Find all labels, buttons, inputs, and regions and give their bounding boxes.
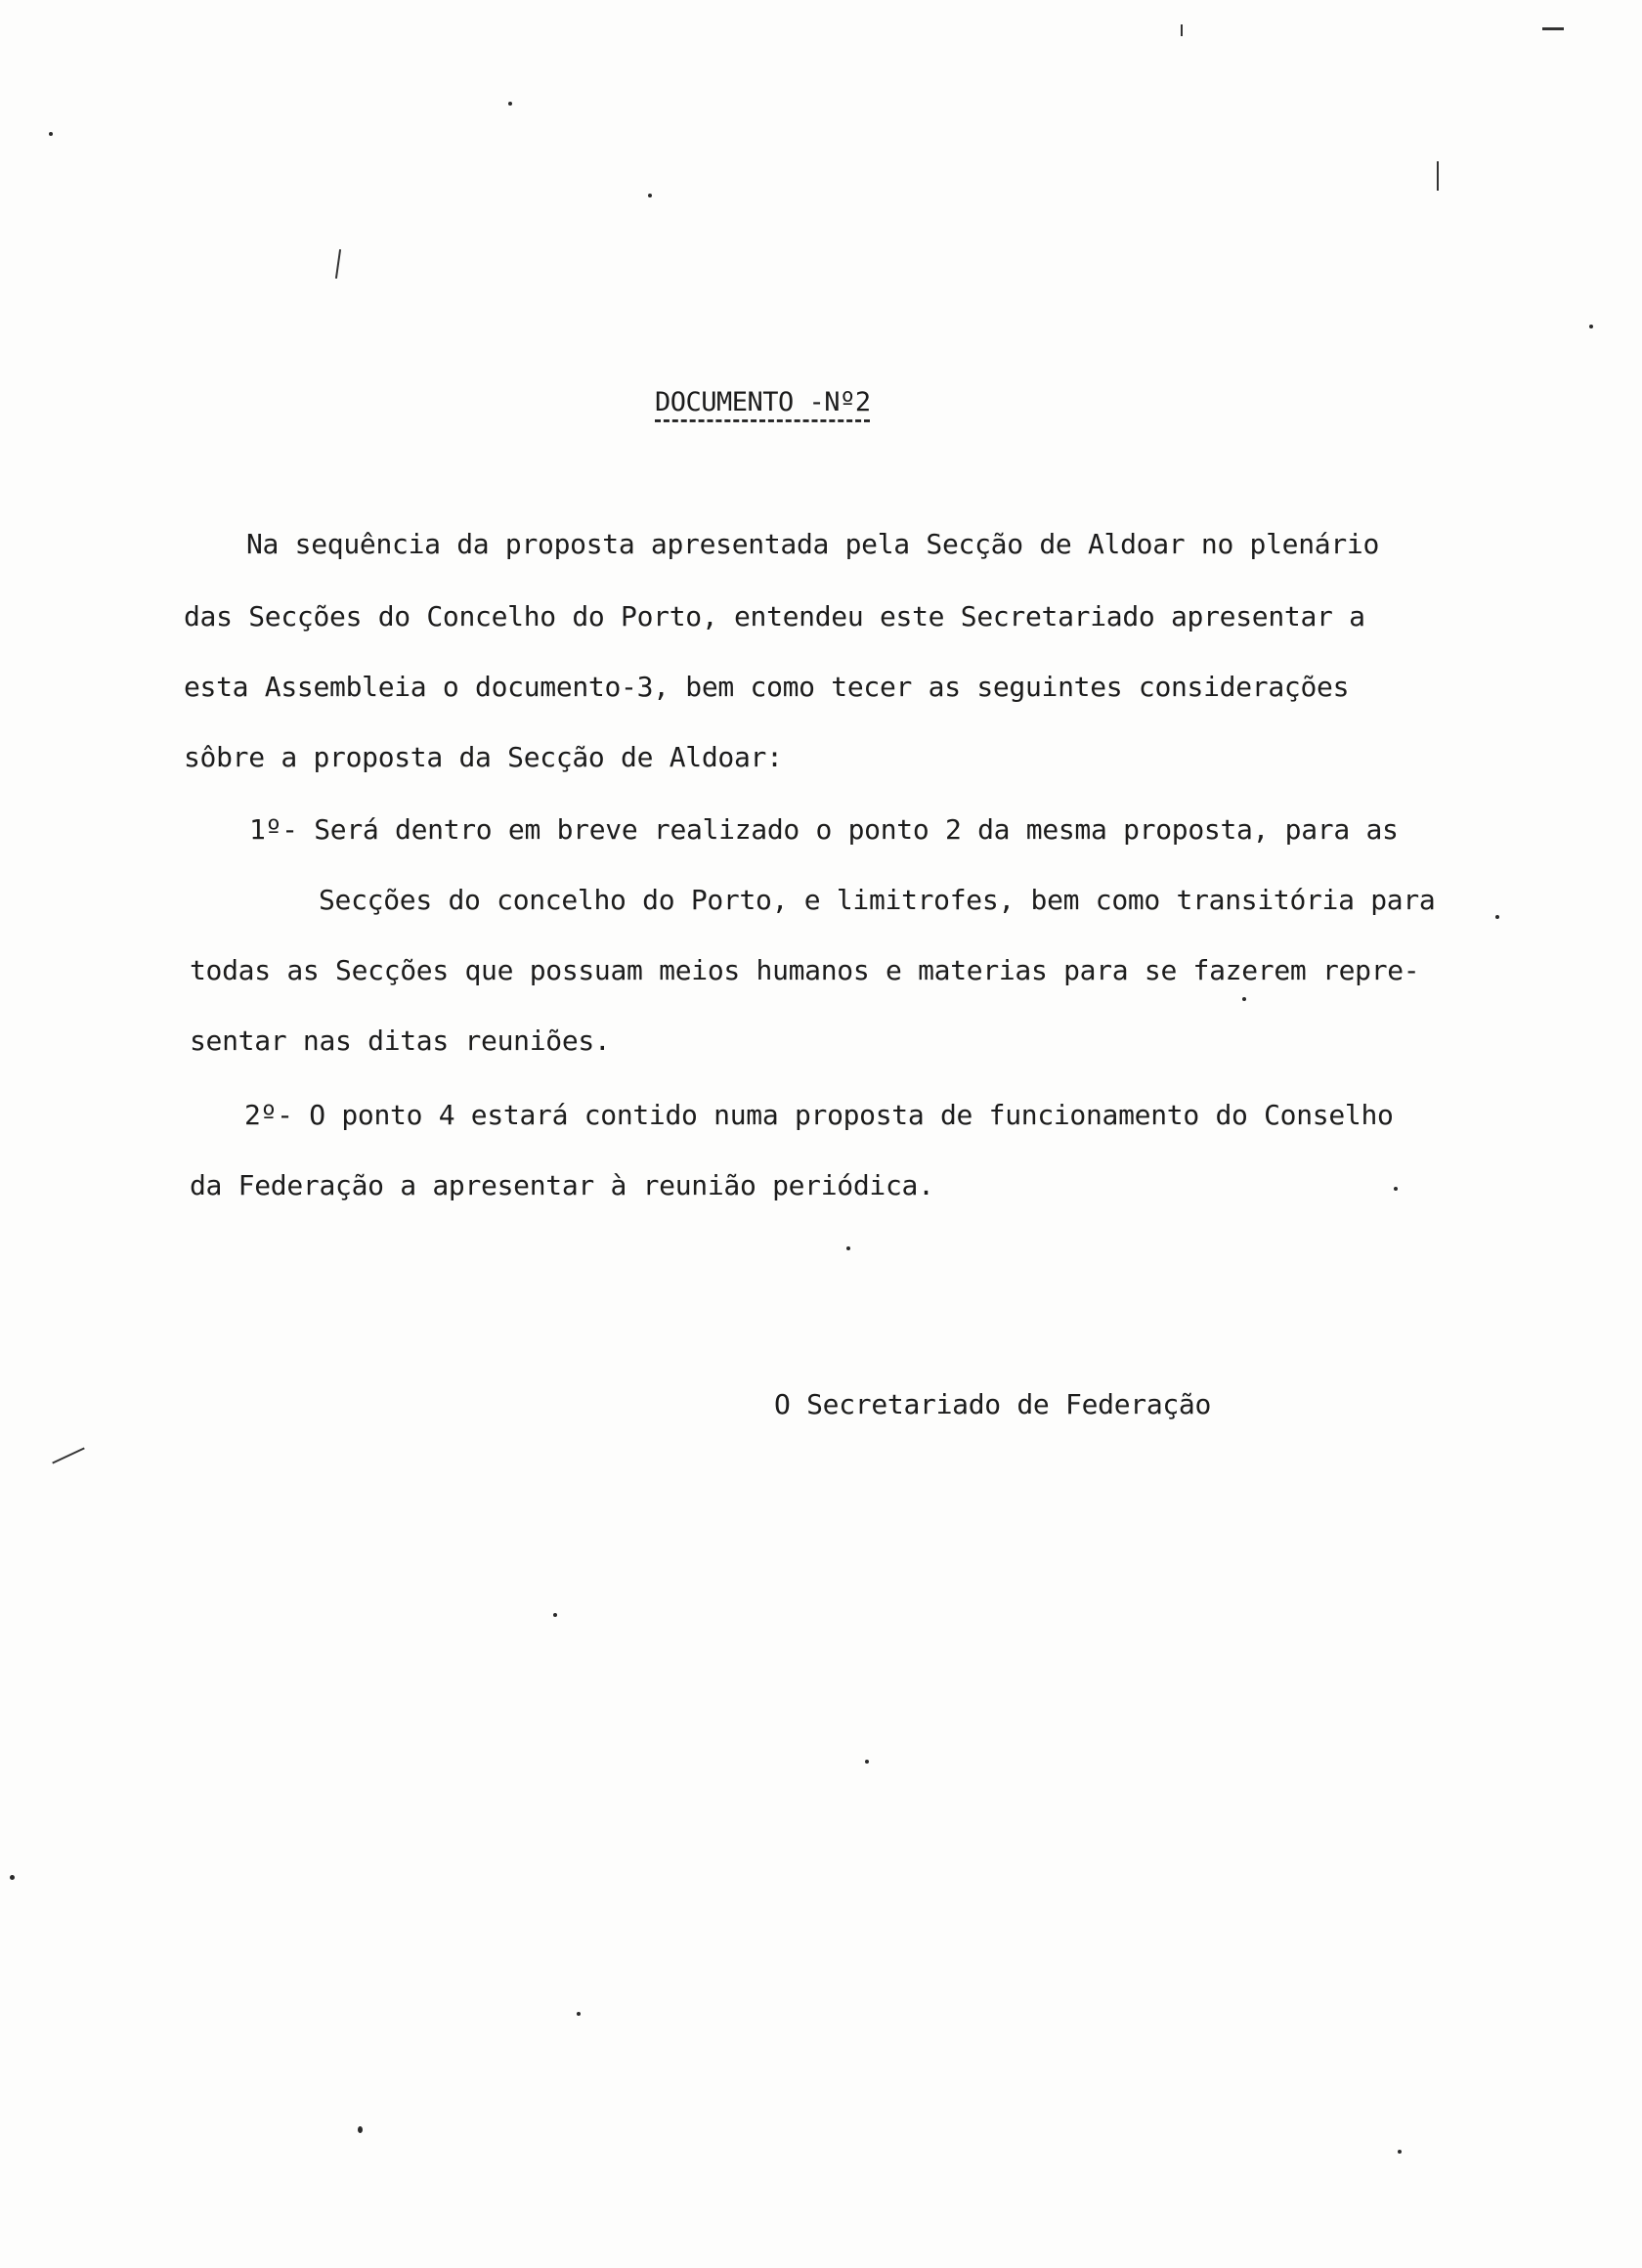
point1-line: Secções do concelho do Porto, e limitrofes, bem como transitória para [319,884,1436,916]
scan-speck [1242,997,1246,1001]
scan-speck [10,1875,15,1880]
scan-speck [553,1613,557,1617]
intro-line: das Secções do Concelho do Porto, entendeu este Secretariado apresentar a [184,600,1365,632]
point2-line: da Federação a apresentar à reunião periódica. [190,1169,934,1201]
scan-speck [648,194,652,197]
signature: O Secretariado de Federação [774,1388,1212,1420]
scan-mark [1542,27,1564,30]
point1-line: sentar nas ditas reuniões. [190,1025,611,1057]
scan-speck [865,1760,869,1764]
scan-speck [358,2126,363,2133]
point1-line: 1º- Será dentro em breve realizado o ponto 2 da mesma proposta, para as [249,813,1399,846]
intro-line: Na sequência da proposta apresentada pela Secção de Aldoar no plenário [246,528,1380,560]
scan-mark [1437,161,1439,191]
scan-speck [846,1246,850,1250]
scan-mark [1181,24,1183,36]
scan-speck [508,102,512,106]
scan-speck [49,132,53,136]
intro-line: sôbre a proposta da Secção de Aldoar: [184,741,783,773]
scan-speck [577,2012,581,2016]
scan-speck [1394,1187,1398,1191]
scan-speck [1589,325,1593,328]
point1-line: todas as Secções que possuam meios humanos e materias para se fazerem repre- [190,954,1420,986]
scan-mark [52,1447,84,1463]
intro-line: esta Assembleia o documento-3, bem como tecer as seguintes considerações [184,671,1350,703]
scan-speck [1495,915,1499,919]
document-title: DOCUMENTO -Nº2 [655,387,871,417]
scan-mark [335,249,341,279]
point2-line: 2º- O ponto 4 estará contido numa proposta de funcionamento do Conselho [244,1099,1394,1131]
scan-speck [1398,2150,1402,2154]
